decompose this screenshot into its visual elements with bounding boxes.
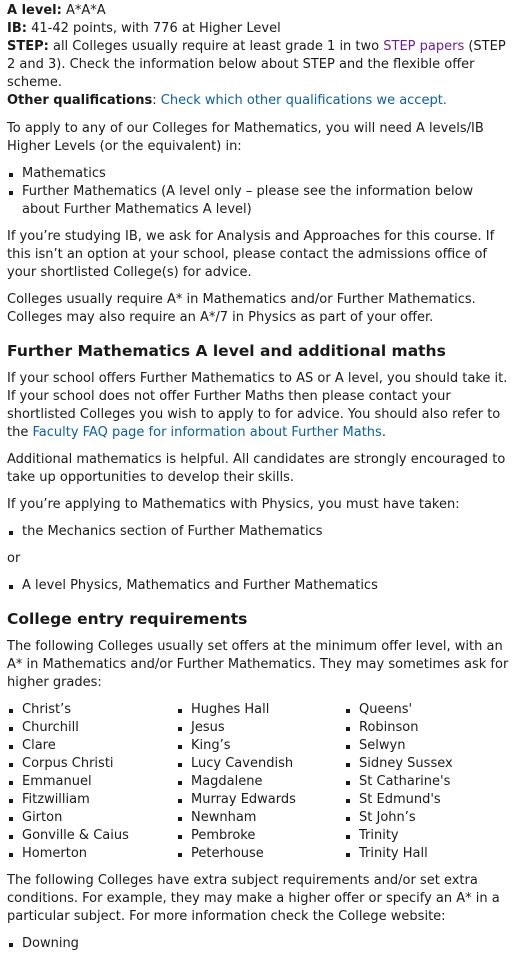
list-item: Mathematics	[7, 165, 512, 183]
college-item: Trinity	[344, 827, 504, 845]
or-text: or	[7, 551, 21, 566]
college-item: St John’s	[344, 809, 504, 827]
step-text-after: (STEP 2 and 3). Check the information below about STEP and the flexible offer scheme.	[7, 39, 506, 90]
option-list-2	[7, 577, 512, 595]
college-columns	[7, 701, 512, 863]
college-item: Selwyn	[344, 737, 504, 755]
further-maths-text: If your school offers Further Mathematics to AS or A level, you should take it. If your school does not offer Further Maths then please contact your shortlisted Colleges you wish to apply to for advice. You should also refer to the	[7, 371, 508, 440]
college-item: Newnham	[176, 809, 344, 827]
college-entry-heading: College entry requirements	[7, 610, 248, 628]
extra-requirements-list	[7, 935, 512, 953]
ib-offer	[7, 20, 512, 38]
college-item: Corpus Christi	[7, 755, 176, 773]
college-column-1	[7, 701, 176, 863]
further-maths-text-end: .	[381, 425, 386, 440]
step-papers-link[interactable]: STEP papers	[383, 39, 465, 54]
faculty-faq-link[interactable]: Faculty FAQ page for information about Further Maths	[32, 425, 382, 440]
other-qualifications	[7, 92, 512, 110]
further-maths-heading: Further Mathematics A level and additional maths	[7, 342, 446, 360]
college-item: Magdalene	[176, 773, 344, 791]
maths-physics-paragraph: If you’re applying to Mathematics with Physics, you must have taken:	[7, 497, 460, 512]
college-item: Robinson	[344, 719, 504, 737]
college-item: Queens'	[344, 701, 504, 719]
option-list-1	[7, 523, 512, 541]
college-item: St Edmund's	[344, 791, 504, 809]
list-item: A level Physics, Mathematics and Further Mathematics	[7, 577, 512, 595]
college-item: Clare	[7, 737, 176, 755]
ib-paragraph: If you’re studying IB, we ask for Analysis and Approaches for this course. If this isn’t an option at your school, please contact the admissions office of your shortlisted College(s) for advice.	[7, 229, 495, 280]
college-entry-intro: The following Colleges usually set offers at the minimum offer level, with an A* in Mathematics and/or Further Mathematics. They may sometimes ask for higher grades:	[7, 639, 509, 690]
college-item: King’s	[176, 737, 344, 755]
alevel-offer	[7, 2, 512, 20]
ib-value: 41-42 points, with 776 at Higher Level	[26, 21, 281, 36]
colleges-paragraph: Colleges usually require A* in Mathematics and/or Further Mathematics. Colleges may also require an A*/7 in Physics as part of your offer.	[7, 292, 476, 325]
alevel-value: A*A*A	[61, 3, 106, 18]
college-item: Churchill	[7, 719, 176, 737]
other-qualifications-label: Other qualifications	[7, 93, 153, 108]
alevel-label: A level:	[7, 3, 62, 18]
college-item: Jesus	[176, 719, 344, 737]
college-item: Trinity Hall	[344, 845, 504, 863]
additional-maths-paragraph: Additional mathematics is helpful. All candidates are strongly encouraged to take up opportunities to develop their skills.	[7, 452, 506, 485]
college-item: Gonville & Caius	[7, 827, 176, 845]
intro-paragraph: To apply to any of our Colleges for Mathematics, you will need A levels/IB Higher Levels (or the equivalent) in:	[7, 121, 484, 154]
college-item: Homerton	[7, 845, 176, 863]
further-maths-paragraph	[7, 370, 512, 442]
college-item: St Catharine's	[344, 773, 504, 791]
college-item: Sidney Sussex	[344, 755, 504, 773]
typical-offers	[7, 2, 512, 110]
college-item: Murray Edwards	[176, 791, 344, 809]
extra-requirements-intro: The following Colleges have extra subject requirements and/or set extra conditions. For example, they may make a higher offer or specify an A* in a particular subject. For more information check the College website:	[7, 873, 500, 924]
college-item: Emmanuel	[7, 773, 176, 791]
step-text-before: all Colleges usually require at least grade 1 in two	[48, 39, 384, 54]
list-item: the Mechanics section of Further Mathematics	[7, 523, 512, 541]
college-item: Girton	[7, 809, 176, 827]
college-item: Pembroke	[176, 827, 344, 845]
college-column-3	[344, 701, 504, 863]
ib-label: IB:	[7, 21, 27, 36]
step-offer	[7, 38, 512, 92]
college-column-2	[176, 701, 344, 863]
college-item: Downing	[7, 935, 512, 953]
college-item: Hughes Hall	[176, 701, 344, 719]
other-qualifications-link[interactable]: Check which other qualifications we accept.	[160, 93, 447, 108]
other-qualifications-colon: :	[152, 93, 161, 108]
list-item: Further Mathematics (A level only – please see the information below about Further Mathematics A level)	[7, 183, 512, 219]
required-subjects-list	[7, 165, 512, 219]
college-item: Peterhouse	[176, 845, 344, 863]
step-label: STEP:	[7, 39, 49, 54]
college-item: Lucy Cavendish	[176, 755, 344, 773]
college-item: Christ’s	[7, 701, 176, 719]
college-item: Fitzwilliam	[7, 791, 176, 809]
